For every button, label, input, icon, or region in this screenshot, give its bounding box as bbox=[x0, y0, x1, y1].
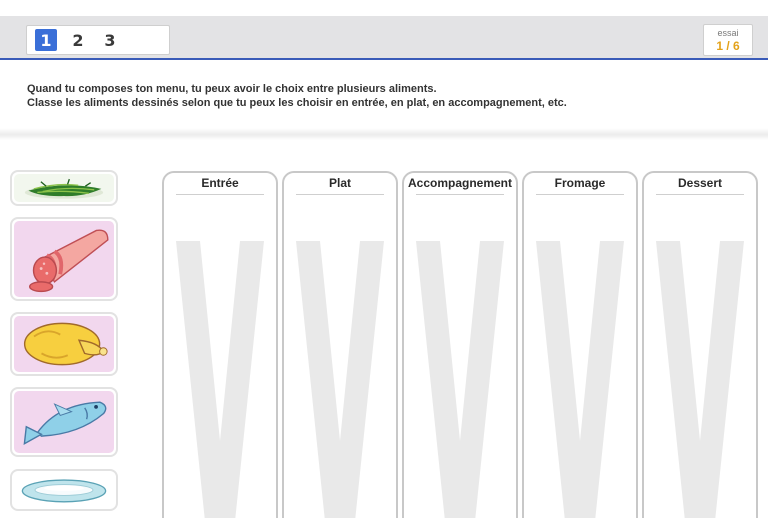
drop-zone-mark bbox=[530, 241, 630, 518]
attempt-counter bbox=[703, 24, 753, 56]
attempt-label: essai bbox=[717, 28, 739, 38]
attempt-count: 1 / 6 bbox=[716, 39, 740, 53]
column-rule bbox=[416, 194, 504, 195]
instruction-line-2: Classe les aliments dessinés selon que tu peux les choisir en entrée, en plat, en accompagnement, etc. bbox=[27, 97, 567, 109]
top-bar bbox=[0, 16, 768, 60]
sausage-icon bbox=[12, 219, 116, 299]
green-beans-icon bbox=[12, 172, 116, 204]
column-rule bbox=[296, 194, 384, 195]
drop-column-accompagnement[interactable] bbox=[402, 171, 518, 518]
drop-column-fromage[interactable] bbox=[522, 171, 638, 518]
step-1-button[interactable]: 1 bbox=[35, 29, 57, 51]
column-rule bbox=[656, 194, 744, 195]
food-card-roast-chicken[interactable] bbox=[10, 312, 118, 376]
drop-zone-mark bbox=[650, 241, 750, 518]
drop-zone-mark bbox=[170, 241, 270, 518]
step-navigator bbox=[26, 25, 170, 55]
column-title: Dessert bbox=[677, 176, 723, 190]
food-card-sausage[interactable] bbox=[10, 217, 118, 301]
drop-column-dessert[interactable] bbox=[642, 171, 758, 518]
instructions bbox=[27, 82, 747, 110]
drop-column-plat[interactable] bbox=[282, 171, 398, 518]
food-card-green-beans[interactable] bbox=[10, 170, 118, 206]
column-rule bbox=[176, 194, 264, 195]
column-title: Entrée bbox=[201, 176, 239, 190]
column-title: Fromage bbox=[554, 176, 606, 190]
drop-column-entree[interactable] bbox=[162, 171, 278, 518]
roast-chicken-icon bbox=[12, 314, 116, 374]
rice-plate-icon bbox=[12, 471, 116, 509]
step-2-button[interactable]: 2 bbox=[72, 30, 84, 50]
drop-zone-mark bbox=[290, 241, 390, 518]
fish-icon bbox=[12, 389, 116, 455]
column-title: Plat bbox=[328, 176, 351, 190]
drop-zone-mark bbox=[410, 241, 510, 518]
divider bbox=[0, 128, 768, 140]
column-title: Accompagnement bbox=[407, 176, 513, 190]
food-card-rice[interactable] bbox=[10, 469, 118, 511]
instruction-line-1: Quand tu composes ton menu, tu peux avoir le choix entre plusieurs aliments. bbox=[27, 83, 437, 95]
food-card-fish[interactable] bbox=[10, 387, 118, 457]
column-rule bbox=[536, 194, 624, 195]
step-3-button[interactable]: 3 bbox=[104, 30, 116, 50]
